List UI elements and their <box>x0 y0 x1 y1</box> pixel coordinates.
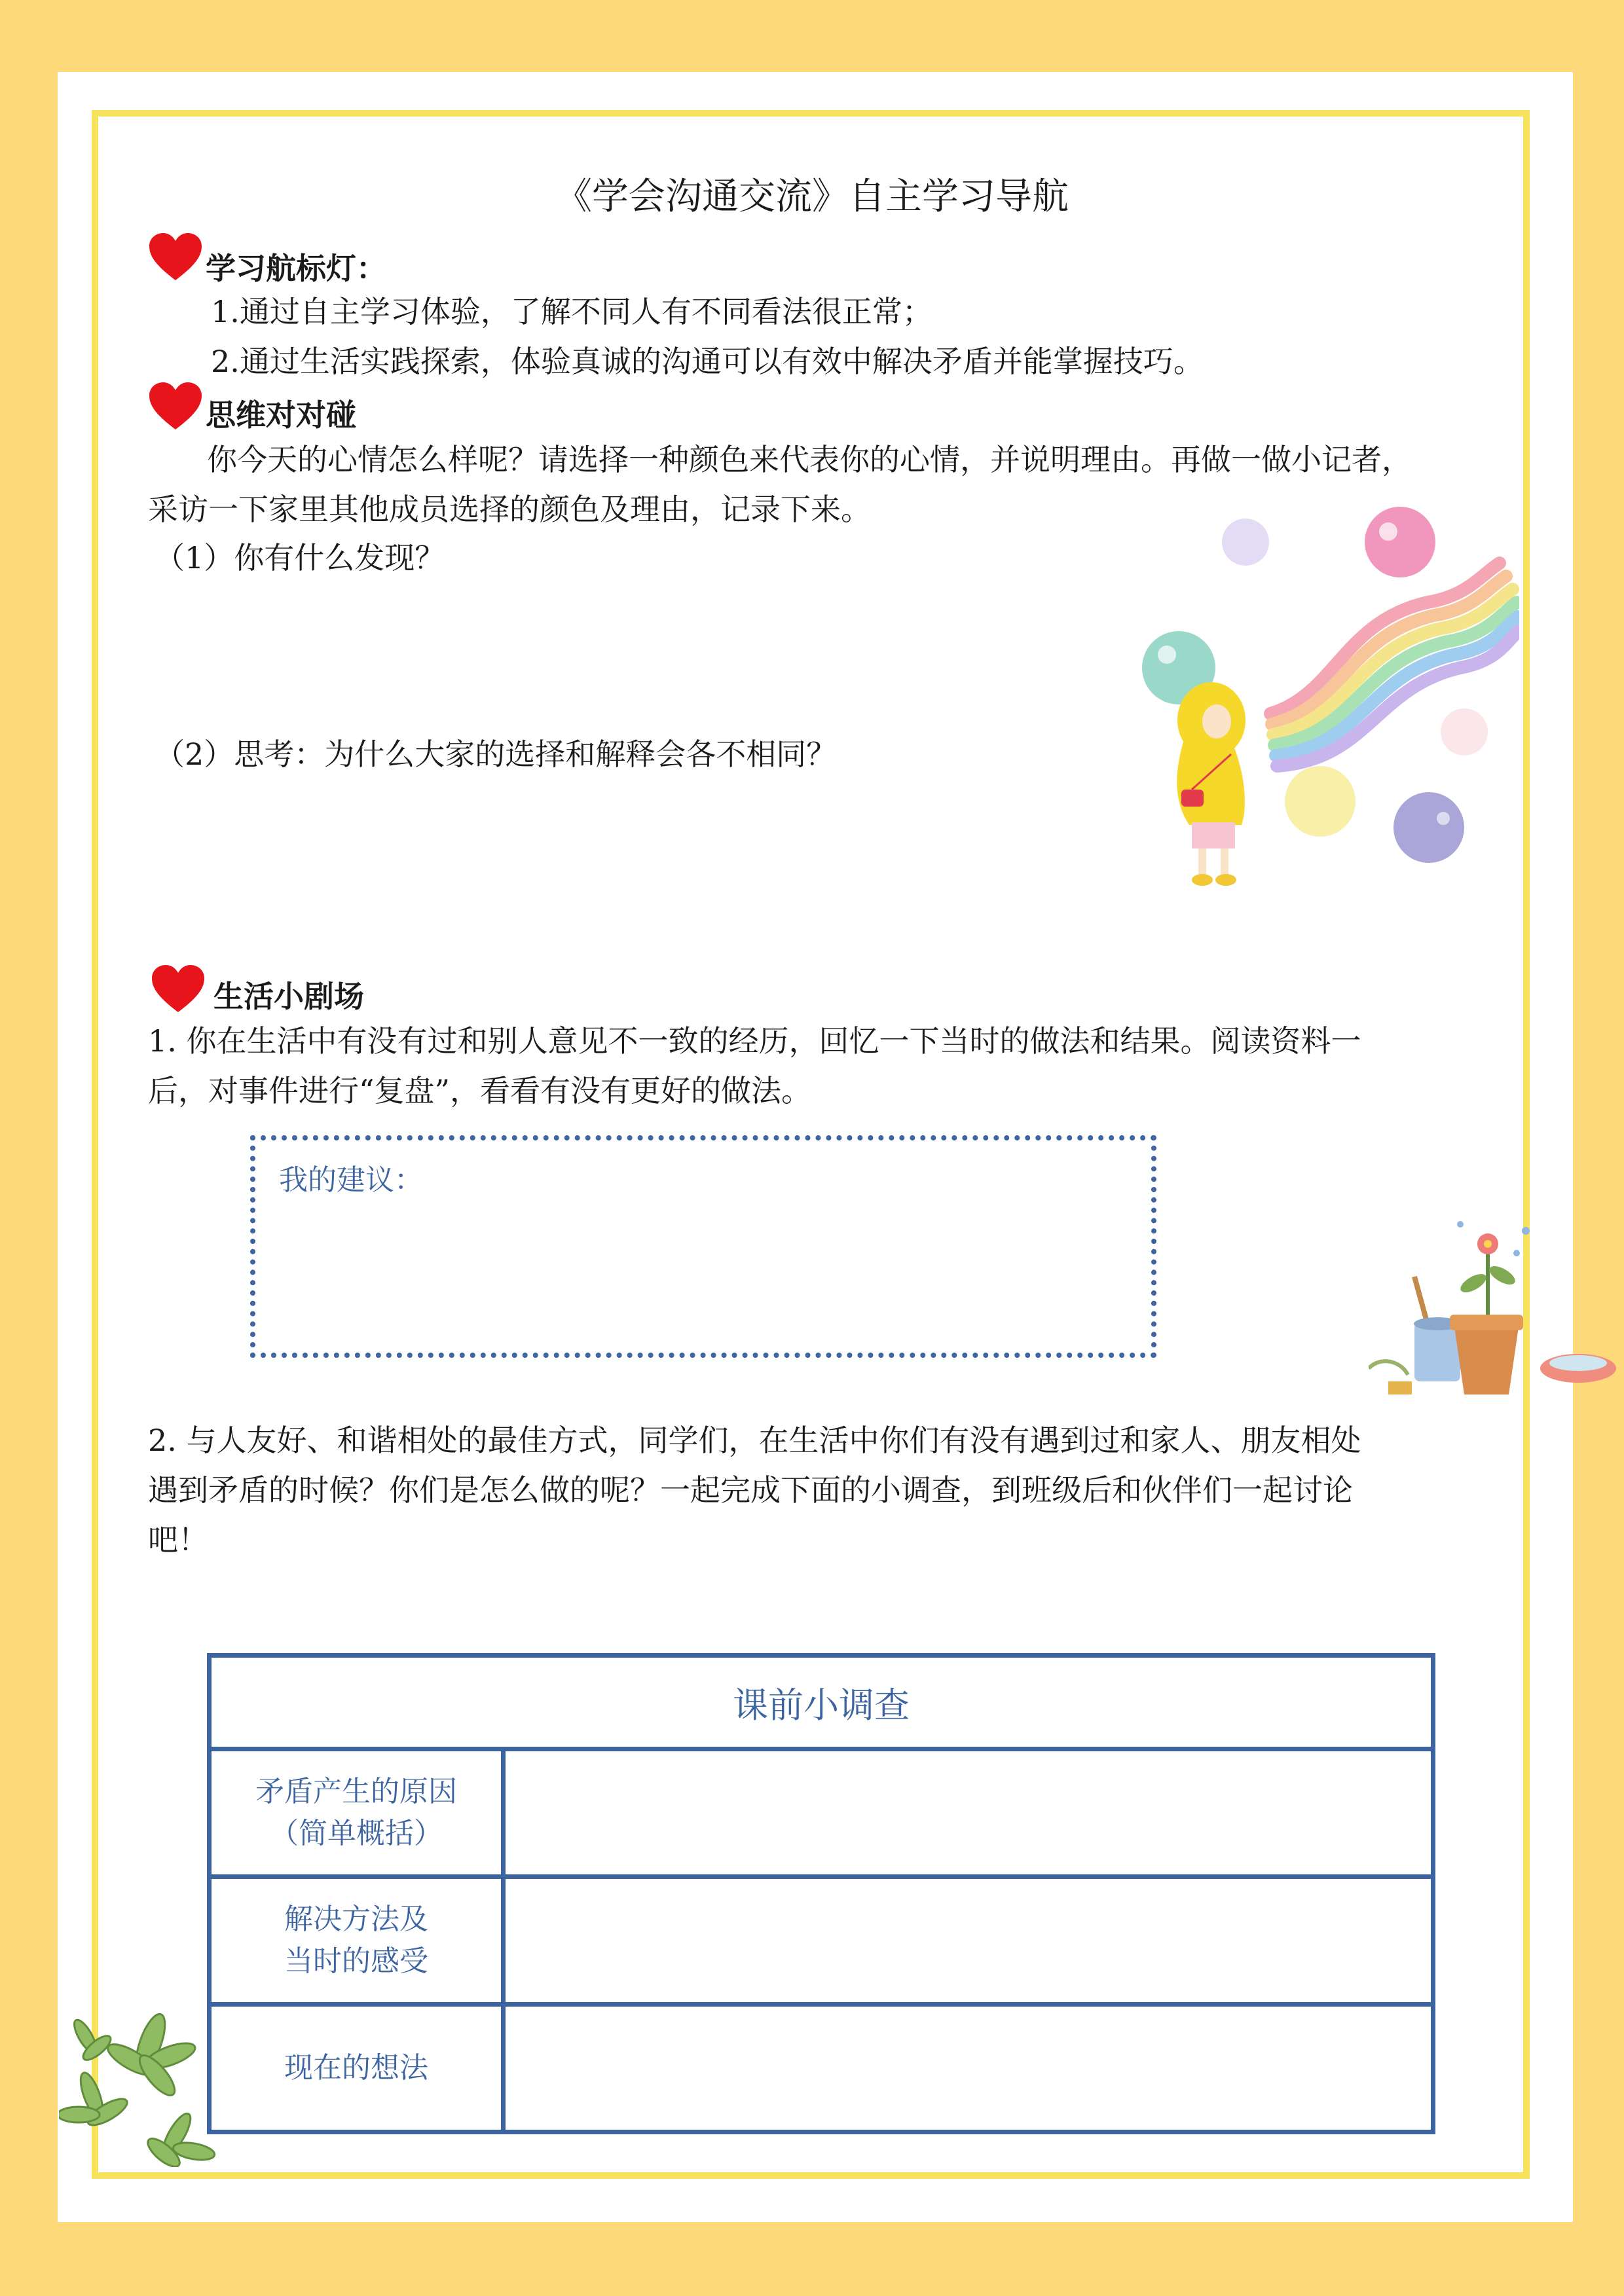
section-heading-thinking: 思维对对碰 <box>206 397 356 433</box>
survey-table <box>207 1653 1435 2134</box>
scenario-para1-line1: 1. 你在生活中有没有过和别人意见不一致的经历，回忆一下当时的做法和结果。阅读资料一 <box>148 1023 1361 1059</box>
survey-answer-cell[interactable] <box>504 2005 1433 2132</box>
section-heading-scenario: 生活小剧场 <box>213 979 364 1014</box>
suggestion-box[interactable] <box>250 1135 1156 1358</box>
goal-item-2: 2.通过生活实践探索，体验真诚的沟通可以有效中解决矛盾并能掌握技巧。 <box>211 344 1204 379</box>
goal-item-1: 1.通过自主学习体验，了解不同人有不同看法很正常； <box>211 294 932 329</box>
scenario-para2-line1: 2. 与人友好、和谐相处的最佳方式，同学们，在生活中你们有没有遇到过和家人、朋友相处 <box>148 1423 1361 1458</box>
page-title: 《学会沟通交流》自主学习导航 <box>555 175 1069 218</box>
survey-row-label: 现在的想法 <box>210 2005 504 2132</box>
survey-row-label: 矛盾产生的原因 （简单概括） <box>210 1749 504 1877</box>
heart-icon <box>148 382 203 431</box>
thinking-intro-line1: 你今天的心情怎么样呢？请选择一种颜色来代表你的心情，并说明理由。再做一做小记者， <box>207 442 1412 477</box>
section-heading-goals: 学习航标灯： <box>206 251 386 286</box>
survey-title: 课前小调查 <box>210 1656 1433 1749</box>
leaves-illustration <box>59 1997 229 2167</box>
survey-row-label: 解决方法及 当时的感受 <box>210 1877 504 2005</box>
survey-answer-cell[interactable] <box>504 1877 1433 2005</box>
question-1: （1）你有什么发现？ <box>155 540 445 575</box>
girl-rainbow-illustration <box>1126 498 1519 890</box>
flowerpot-illustration <box>1369 1205 1617 1414</box>
suggestion-label: 我的建议： <box>279 1163 423 1197</box>
heart-icon <box>151 965 206 1013</box>
heart-icon <box>148 233 203 282</box>
scenario-para2-line3: 吧！ <box>148 1522 208 1558</box>
survey-answer-cell[interactable] <box>504 1749 1433 1877</box>
table-row <box>210 2005 1433 2132</box>
table-row <box>210 1877 1433 2005</box>
scenario-para2-line2: 遇到矛盾的时候？你们是怎么做的呢？一起完成下面的小调查，到班级后和伙伴们一起讨论 <box>148 1472 1353 1508</box>
thinking-intro-line2: 采访一下家里其他成员选择的颜色及理由，记录下来。 <box>148 492 871 527</box>
table-row <box>210 1749 1433 1877</box>
scenario-para1-line2: 后，对事件进行“复盘”，看看有没有更好的做法。 <box>148 1073 812 1108</box>
question-2: （2）思考：为什么大家的选择和解释会各不相同？ <box>155 737 837 772</box>
